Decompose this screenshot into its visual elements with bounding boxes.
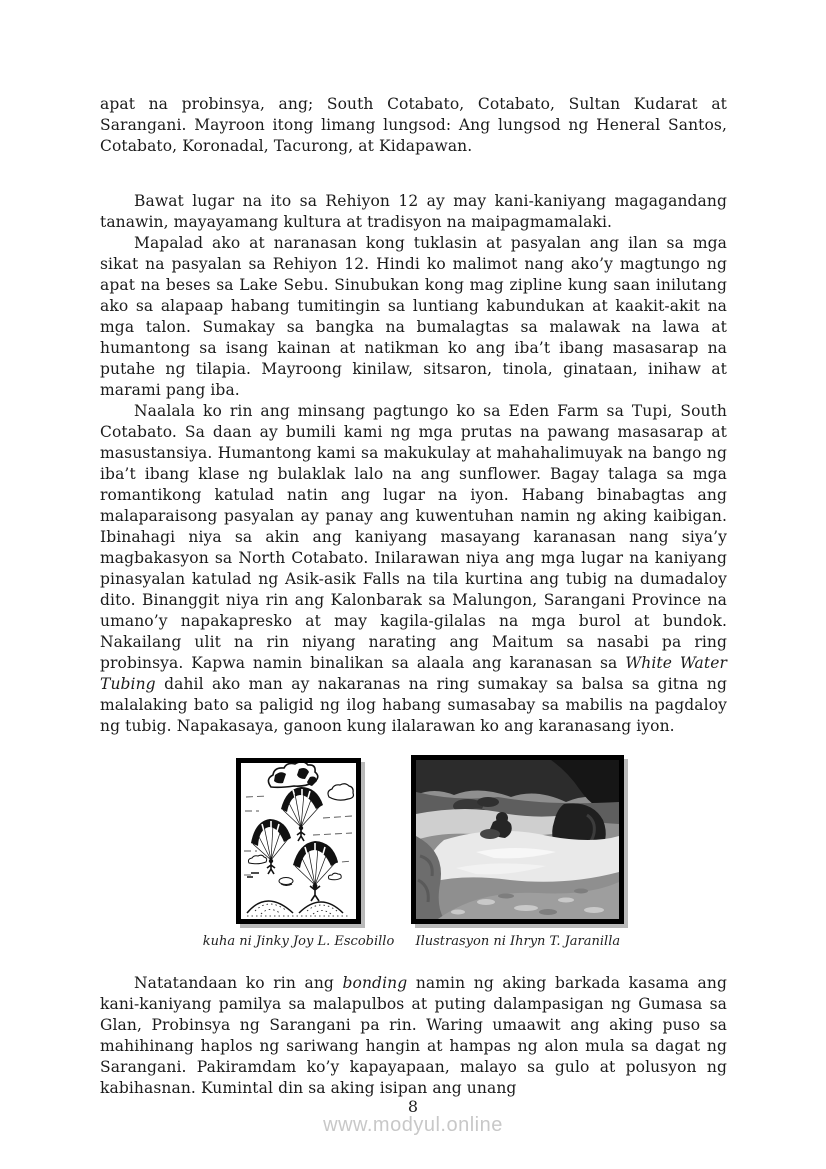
paragliding-drawing-image — [236, 758, 361, 924]
page-number: 8 — [407, 1097, 419, 1116]
paragraph — [100, 94, 727, 157]
figure-caption-left: kuha ni Jinky Joy L. Escobillo — [202, 934, 395, 949]
text-run: bonding — [342, 974, 408, 992]
text-run: dahil ako man ay nakaranas na ring sumakay sa balsa sa gitna ng malalaking bato sa paligid ng ilog habang sumasabay sa mabilis na pagdaloy ng tubig. Napakasaya, ganoon kung ilalarawan ko ang karanasang iyon. — [100, 675, 727, 735]
page-content — [100, 94, 727, 1099]
paragraph — [100, 401, 727, 737]
text-run: Natatandaan ko rin ang — [134, 974, 343, 992]
body-text-bottom — [100, 973, 727, 1099]
text-run: namin ng aking barkada kasama ang kani-kaniyang pamilya sa malapulbos at puting dalampasigan ng Gumasa sa Glan, Probinsya ng Sarangani pa rin. Waring umaawit ang aking puso sa mahihinang haplos ng sariwang hangin at hampas ng alon mula sa dagat ng Sarangani. Pakiramdam ko’y kapayapaan, malayo sa gulo at polusyon ng kabihasnan. Kumintal din sa aking isipan ang unang — [100, 974, 727, 1097]
figure-paragliding — [203, 758, 395, 950]
figure-white-water-tubing — [411, 755, 624, 950]
text-run: Naalala ko rin ang minsang pagtungo ko sa Eden Farm sa Tupi, South Cotabato. Sa daan ay bumili kami ng mga prutas na pawang masasarap at masustansiya. Humantong kami sa makukulay at mahahalimuyak na bango ng iba’t ibang klase ng bulaklak lalo na ang sunflower. Bagay talaga sa mga romantikong katulad natin ang lugar na iyon. Habang binabagtas ang malaparaisong pasyalan ay panay ang kuwentuhan namin ng aking kaibigan. Ibinahagi niya sa akin ang kaniyang masayang karanasan nang siya’y magbakasyon sa North Cotabato. Inilarawan niya ang mga lugar na kaniyang pinasyalan katulad ng Asik-asik Falls na tila kurtina ang tubig na dumadaloy dito. Binanggit niya rin ang Kalonbarak sa Malungon, Sarangani Province na umano’y napakapresko at may kagila-gilalas na mga burol at bundok. Nakailang ulit na rin niyang narating ang Maitum sa nasabi pa ring probinsya. Kapwa namin binalikan sa alaala ang karanasan sa — [100, 402, 727, 672]
watermark: www.modyul.online — [323, 1114, 503, 1136]
figure-caption-right: Ilustrasyon ni Ihryn T. Jaranilla — [415, 934, 621, 949]
paragliding-drawing-svg — [241, 763, 356, 919]
text-run: apat na probinsya, ang; South Cotabato, Cotabato, Sultan Kudarat at Sarangani. Mayroon itong limang lungsod: Ang lungsod ng Heneral Santos, Cotabato, Koronadal, Tacurong, at Kidapawan. — [100, 95, 727, 155]
body-text-top — [100, 94, 727, 737]
white-water-tubing-image — [411, 755, 624, 924]
paragraph — [100, 233, 727, 401]
text-run: White Water Tubing — [100, 654, 728, 693]
text-run: Mapalad ako at naranasan kong tuklasin at pasyalan ang ilan sa mga sikat na pasyalan sa Rehiyon 12. Hindi ko malimot nang ako’y magtungo ng apat na beses sa Lake Sebu. Sinubukan kong mag zipline kung saan inilutang ako sa alapaap habang tumitingin sa luntiang kabundukan at kaakit-akit na mga talon. Sumakay sa bangka na bumalagtas sa malawak na lawa at humantong sa isang kainan at natikman ko ang iba’t ibang masasarap na putahe ng tilapia. Mayroong kinilaw, sitsaron, tinola, ginataan, inihaw at marami pang iba. — [100, 234, 727, 399]
figures-row — [100, 755, 727, 950]
paragraph — [100, 191, 727, 233]
paragraph — [100, 973, 727, 1099]
text-run: Bawat lugar na ito sa Rehiyon 12 ay may kani-kaniyang magagandang tanawin, mayayamang kultura at tradisyon na maipagmamalaki. — [100, 192, 727, 231]
white-water-tubing-svg — [416, 760, 619, 919]
